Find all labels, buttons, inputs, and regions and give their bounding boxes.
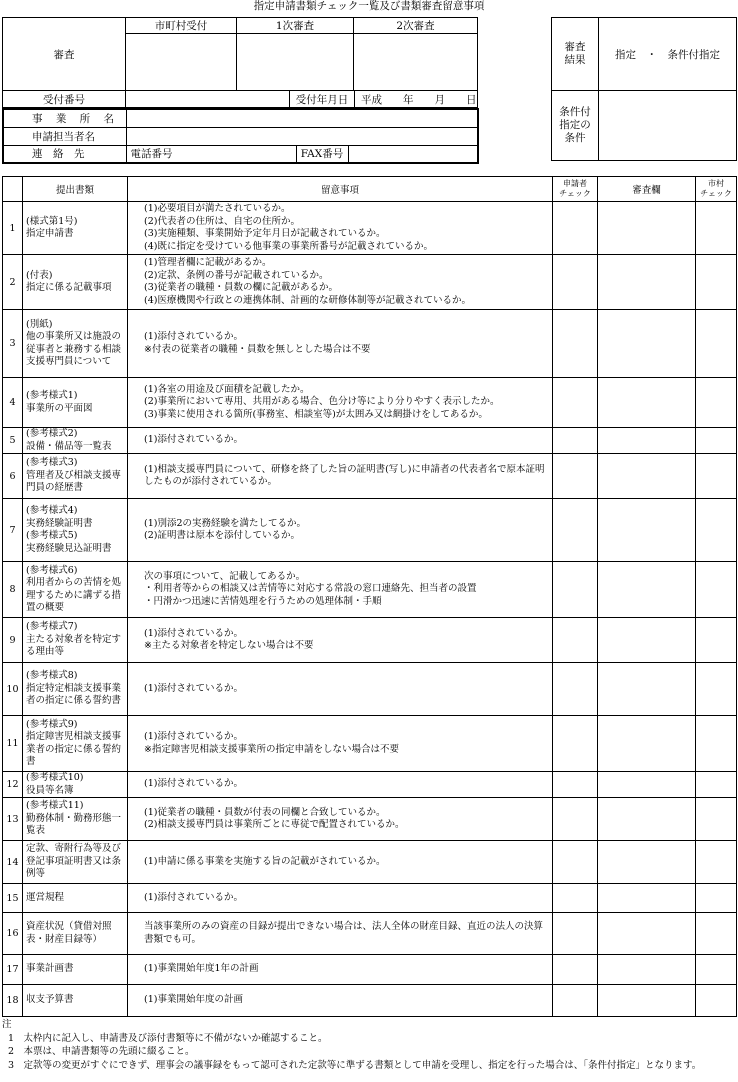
row-memo: (1)管理者欄に記載があるか。 (2)定款、条例の番号が記載されているか。 (3)従業者の職種・員数の欄に記載があるか。 (4)医療機関や行政との連携体制、計画的な研修体制等が記載されているか。: [128, 255, 553, 310]
row-city-check[interactable]: [696, 499, 737, 562]
row-applicant-check[interactable]: [553, 985, 598, 1017]
row-city-check[interactable]: [696, 798, 737, 841]
row-memo: (1)相談支援専門員について、研修を終了した旨の証明書(写し)に申請者の代表者名で原本証明したものが添付されているか。: [128, 454, 553, 499]
row-applicant-check[interactable]: [553, 618, 598, 663]
row-memo: (1)添付されているか。: [128, 884, 553, 913]
row-memo: 当該事業所のみの資産の目録が提出できない場合は、法人全体の財産目録、直近の法人の決算書類でも可。: [128, 913, 553, 955]
table-row: [3, 985, 737, 1017]
tel-label[interactable]: 電話番号: [126, 145, 296, 163]
row-review[interactable]: [598, 663, 696, 716]
row-memo: (1)従業者の職種・員数が付表の同欄と合致しているか。 (2)相談支援専門員は事業所ごとに専従で配置されているか。: [128, 798, 553, 841]
condition-table: [551, 90, 737, 161]
row-review[interactable]: [598, 310, 696, 378]
header-city-check: 市村 チェック: [696, 177, 737, 202]
table-row: [3, 202, 737, 255]
reception-date-field[interactable]: 平成 年 月 日: [355, 91, 478, 108]
row-city-check[interactable]: [696, 202, 737, 255]
row-city-check[interactable]: [696, 985, 737, 1017]
row-document: 運営規程: [23, 884, 128, 913]
table-row: [3, 255, 737, 310]
row-applicant-check[interactable]: [553, 798, 598, 841]
row-document: (様式第1号) 指定申請書: [23, 202, 128, 255]
row-applicant-check[interactable]: [553, 499, 598, 562]
note-item: 2 本票は、申請書類等の先頭に綴ること。: [8, 1046, 195, 1057]
note-item: 3 定款等の変更がすぐにできず、理事会の議事録をもって認可された定款等に準ずる書類として申請を受理し、指定を行った場合は、「条件付指定」となります。: [8, 1059, 702, 1071]
table-row: [3, 378, 737, 428]
row-document: (参考様式11) 勤務体制・勤務形態一覧表: [23, 798, 128, 841]
row-city-check[interactable]: [696, 772, 737, 798]
fax-label: FAX番号: [296, 145, 348, 163]
row-memo: (1)添付されているか。 ※指定障害児相談支援事業所の指定申請をしない場合は不要: [128, 716, 553, 772]
review-cell-second[interactable]: [354, 34, 478, 91]
row-applicant-check[interactable]: [553, 663, 598, 716]
table-row: [3, 955, 737, 985]
table-row: [3, 772, 737, 798]
header-applicant-check: 申請者 チェック: [553, 177, 598, 202]
row-memo: 次の事項について、記載してあるか。 ・利用者等からの相談又は苦情等に対応する常設の窓口連絡先、担当者の設置 ・円滑かつ迅速に苦情処理を行うための処理体制・手順: [128, 562, 553, 618]
row-review[interactable]: [598, 499, 696, 562]
reception-date-label: 受付年月日: [290, 91, 355, 108]
row-applicant-check[interactable]: [553, 378, 598, 428]
review-cell-first[interactable]: [237, 34, 354, 91]
person-label: 申請担当者名: [3, 127, 126, 145]
notes: [0, 1018, 738, 1072]
row-number: 12: [3, 772, 23, 798]
row-number: 5: [3, 428, 23, 454]
row-memo: (1)添付されているか。 ※付表の従業者の職種・員数を無しとした場合は不要: [128, 310, 553, 378]
row-city-check[interactable]: [696, 618, 737, 663]
row-city-check[interactable]: [696, 841, 737, 884]
row-city-check[interactable]: [696, 454, 737, 499]
row-number: 9: [3, 618, 23, 663]
row-number: 13: [3, 798, 23, 841]
row-memo: (1)事業開始年度の計画: [128, 985, 553, 1017]
row-review[interactable]: [598, 884, 696, 913]
table-row: [3, 499, 737, 562]
table-row: [3, 913, 737, 955]
row-document: (参考様式7) 主たる対象者を特定する理由等: [23, 618, 128, 663]
review-col-second: 2次審査: [354, 18, 478, 34]
row-review[interactable]: [598, 913, 696, 955]
row-document: (参考様式2) 設備・備品等一覧表: [23, 428, 128, 454]
contact-label: 連 絡 先: [3, 145, 126, 163]
row-review[interactable]: [598, 798, 696, 841]
row-document: (参考様式4) 実務経験証明書 (参考様式5) 実務経験見込証明書: [23, 499, 128, 562]
row-number: 15: [3, 884, 23, 913]
table-row: [3, 841, 737, 884]
row-applicant-check[interactable]: [553, 772, 598, 798]
row-number: 8: [3, 562, 23, 618]
row-document: 事業計画書: [23, 955, 128, 985]
condition-field[interactable]: [599, 91, 737, 161]
row-memo: (1)申請に係る事業を実施する旨の記載がされているか。: [128, 841, 553, 884]
person-field[interactable]: [126, 127, 478, 145]
table-row: [3, 798, 737, 841]
row-review[interactable]: [598, 454, 696, 499]
row-review[interactable]: [598, 618, 696, 663]
row-city-check[interactable]: [696, 913, 737, 955]
row-number: 11: [3, 716, 23, 772]
result-table: [551, 17, 737, 91]
row-number: 6: [3, 454, 23, 499]
row-applicant-check[interactable]: [553, 454, 598, 499]
table-row: [3, 310, 737, 378]
row-document: 定款、寄附行為等及び登記事項証明書又は条例等: [23, 841, 128, 884]
row-applicant-check[interactable]: [553, 884, 598, 913]
header-memo: 留意事項: [128, 177, 553, 202]
row-city-check[interactable]: [696, 716, 737, 772]
header-review: 審査欄: [598, 177, 696, 202]
reception-number-field[interactable]: [126, 91, 290, 108]
row-document: (付表) 指定に係る記載事項: [23, 255, 128, 310]
row-city-check[interactable]: [696, 428, 737, 454]
header-no: [3, 177, 23, 202]
table-row: [3, 716, 737, 772]
row-document: (参考様式10) 役員等名簿: [23, 772, 128, 798]
table-row: [3, 618, 737, 663]
row-review[interactable]: [598, 841, 696, 884]
row-applicant-check[interactable]: [553, 955, 598, 985]
row-number: 1: [3, 202, 23, 255]
row-review[interactable]: [598, 955, 696, 985]
row-review[interactable]: [598, 378, 696, 428]
row-applicant-check[interactable]: [553, 913, 598, 955]
row-document: (別紙) 他の事業所又は施設の従事者と兼務する相談支援専門員について: [23, 310, 128, 378]
row-applicant-check[interactable]: [553, 841, 598, 884]
review-cell-municipal[interactable]: [126, 34, 237, 91]
table-row: [3, 884, 737, 913]
row-document: (参考様式8) 指定特定相談支援事業者の指定に係る誓約書: [23, 663, 128, 716]
row-document: 収支予算書: [23, 985, 128, 1017]
row-number: 4: [3, 378, 23, 428]
table-row: [3, 454, 737, 499]
row-review[interactable]: [598, 772, 696, 798]
page-title: 指定申請書類チェック一覧及び書類審査留意事項: [253, 0, 485, 12]
row-number: 16: [3, 913, 23, 955]
row-city-check[interactable]: [696, 884, 737, 913]
row-memo: (1)別添2の実務経験を満たしてるか。 (2)証明書は原本を添付しているか。: [128, 499, 553, 562]
row-document: (参考様式6) 利用者からの苦情を処理するために講ずる措置の概要: [23, 562, 128, 618]
table-row: [3, 562, 737, 618]
header-doc: 提出書類: [23, 177, 128, 202]
review-col-municipal: 市町村受付: [126, 18, 237, 34]
row-applicant-check[interactable]: [553, 255, 598, 310]
result-label: 審査 結果: [552, 18, 599, 91]
row-city-check[interactable]: [696, 562, 737, 618]
row-applicant-check[interactable]: [553, 310, 598, 378]
row-applicant-check[interactable]: [553, 716, 598, 772]
fax-field[interactable]: [348, 145, 478, 163]
row-memo: (1)必要項目が満たされているか。 (2)代表者の住所は、自宅の住所か。 (3)実施種類、事業開始予定年月日が記載されているか。 (4)既に指定を受けている他事業の事業所番号が記載されているか。: [128, 202, 553, 255]
reception-table: [2, 90, 478, 108]
row-document: (参考様式3) 管理者及び相談支援専門員の経歴書: [23, 454, 128, 499]
row-number: 17: [3, 955, 23, 985]
row-applicant-check[interactable]: [553, 562, 598, 618]
row-review[interactable]: [598, 562, 696, 618]
table-row: [3, 663, 737, 716]
row-number: 10: [3, 663, 23, 716]
office-name-label: 事 業 所 名: [3, 109, 126, 127]
row-document: 資産状況（貸借対照表・財産目録等）: [23, 913, 128, 955]
row-applicant-check[interactable]: [553, 202, 598, 255]
row-document: (参考様式9) 指定障害児相談支援事業者の指定に係る誓約書: [23, 716, 128, 772]
row-applicant-check[interactable]: [553, 428, 598, 454]
row-city-check[interactable]: [696, 378, 737, 428]
row-city-check[interactable]: [696, 310, 737, 378]
condition-label: 条件付 指定の 条件: [552, 91, 599, 161]
row-review[interactable]: [598, 985, 696, 1017]
review-table: [2, 17, 478, 91]
row-city-check[interactable]: [696, 955, 737, 985]
row-city-check[interactable]: [696, 255, 737, 310]
row-review[interactable]: [598, 255, 696, 310]
office-name-field[interactable]: [126, 109, 478, 127]
row-review[interactable]: [598, 202, 696, 255]
applicant-table: [2, 108, 479, 164]
row-document: (参考様式1) 事業所の平面図: [23, 378, 128, 428]
row-memo: (1)添付されているか。: [128, 428, 553, 454]
row-number: 18: [3, 985, 23, 1017]
table-row: [3, 428, 737, 454]
note-item: 1 太枠内に記入し、申請書及び添付書類等に不備がないか確認すること。: [8, 1032, 328, 1044]
row-memo: (1)添付されているか。 ※主たる対象者を特定しない場合は不要: [128, 618, 553, 663]
review-col-first: 1次審査: [237, 18, 354, 34]
row-number: 7: [3, 499, 23, 562]
notes-heading: 注: [2, 1019, 12, 1030]
reception-number-label: 受付番号: [3, 91, 126, 108]
checklist-table: [2, 176, 737, 1017]
review-label: 審査: [3, 18, 126, 91]
row-number: 3: [3, 310, 23, 378]
result-options[interactable]: 指定 ・ 条件付指定: [599, 18, 737, 91]
row-number: 2: [3, 255, 23, 310]
row-memo: (1)事業開始年度1年の計画: [128, 955, 553, 985]
row-city-check[interactable]: [696, 663, 737, 716]
row-memo: (1)各室の用途及び面積を記載したか。 (2)事業所において専用、共用がある場合、色分け等により分りやすく表示したか。 (3)事業に使用される箇所(事務室、相談室等)が太囲み又は網掛けをしてあるか。: [128, 378, 553, 428]
row-number: 14: [3, 841, 23, 884]
row-review[interactable]: [598, 716, 696, 772]
row-review[interactable]: [598, 428, 696, 454]
row-memo: (1)添付されているか。: [128, 663, 553, 716]
row-memo: (1)添付されているか。: [128, 772, 553, 798]
